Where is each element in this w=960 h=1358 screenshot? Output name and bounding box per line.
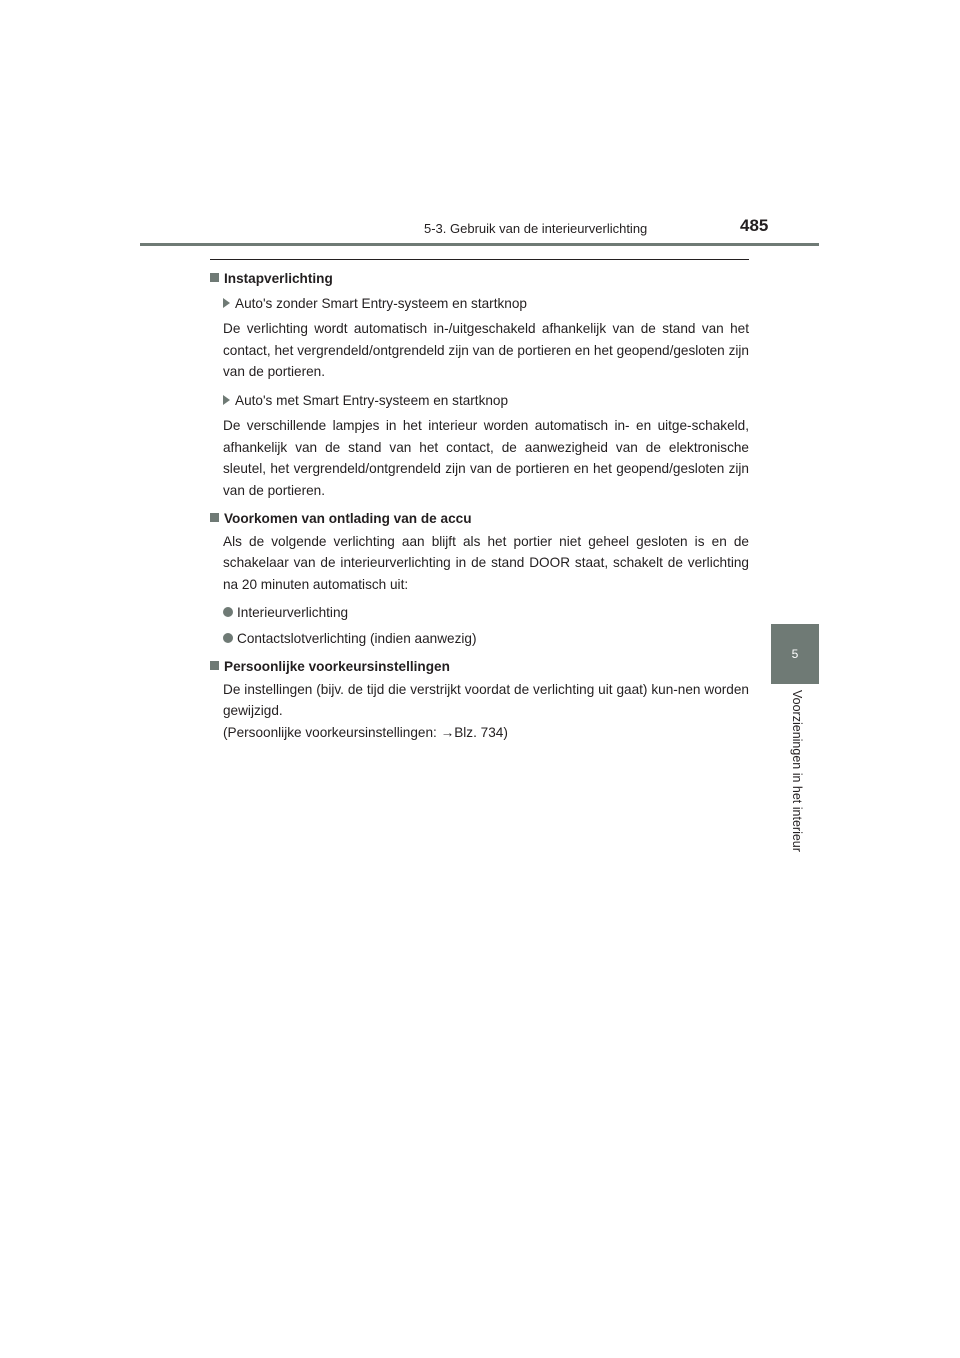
content-divider [210,259,749,260]
list-item: Contactslotverlichting (indien aanwezig) [223,628,749,650]
section-voorkeursinstellingen [210,656,749,743]
section-accu [210,508,749,649]
circle-bullet-icon [223,607,233,617]
chapter-number: 5 [791,647,799,661]
subheading: Auto's zonder Smart Entry-systeem en startknop [235,295,527,311]
paragraph: Als de volgende verlichting aan blijft als het portier niet geheel gesloten is en de schakelaar van de interieurverlichting in de stand DOOR staat, schakelt de verlichting na 20 minuten automatisch uit: [223,533,749,592]
circle-bullet-icon [223,633,233,643]
square-bullet-icon [210,273,219,282]
page-reference: (Persoonlijke voorkeursinstellingen: →Blz. 734) [223,724,508,740]
section-heading: Voorkomen van ontlading van de accu [224,511,472,526]
page-number: 485 [740,216,769,235]
list-item: Interieurverlichting [223,602,749,624]
square-bullet-icon [210,513,219,522]
section-heading: Persoonlijke voorkeursinstellingen [224,659,450,674]
chapter-tab [771,624,819,684]
section-heading: Instapverlichting [224,271,333,286]
triangle-arrow-icon [223,298,230,308]
triangle-arrow-icon [223,395,230,405]
section-title: 5-3. Gebruik van de interieurverlichting [424,221,648,236]
square-bullet-icon [210,661,219,670]
paragraph: De verschillende lampjes in het interieur worden automatisch in- en uitge-schakeld, afhankelijk van de stand van het contact, de aanwezigheid van de elektronische sleutel, het vergrendeld/ontgrendeld zijn van de portieren en het geopend/gesloten zijn van de portieren. [223,418,749,498]
chapter-title: Voorzieningen in het interieur [790,690,804,852]
main-content [210,268,749,743]
subheading: Auto's met Smart Entry-systeem en startknop [235,392,509,408]
paragraph: De verlichting wordt automatisch in-/uitgeschakeld afhankelijk van de stand van het contact, het vergrendeld/ontgrendeld zijn van de portieren en het geopend/gesloten zijn van de portieren. [223,321,749,379]
header-divider [140,243,819,246]
paragraph: De instellingen (bijv. de tijd die verstrijkt voordat de verlichting uit gaat) kun-nen worden gewijzigd. [223,681,749,718]
section-instapverlichting [210,268,749,501]
